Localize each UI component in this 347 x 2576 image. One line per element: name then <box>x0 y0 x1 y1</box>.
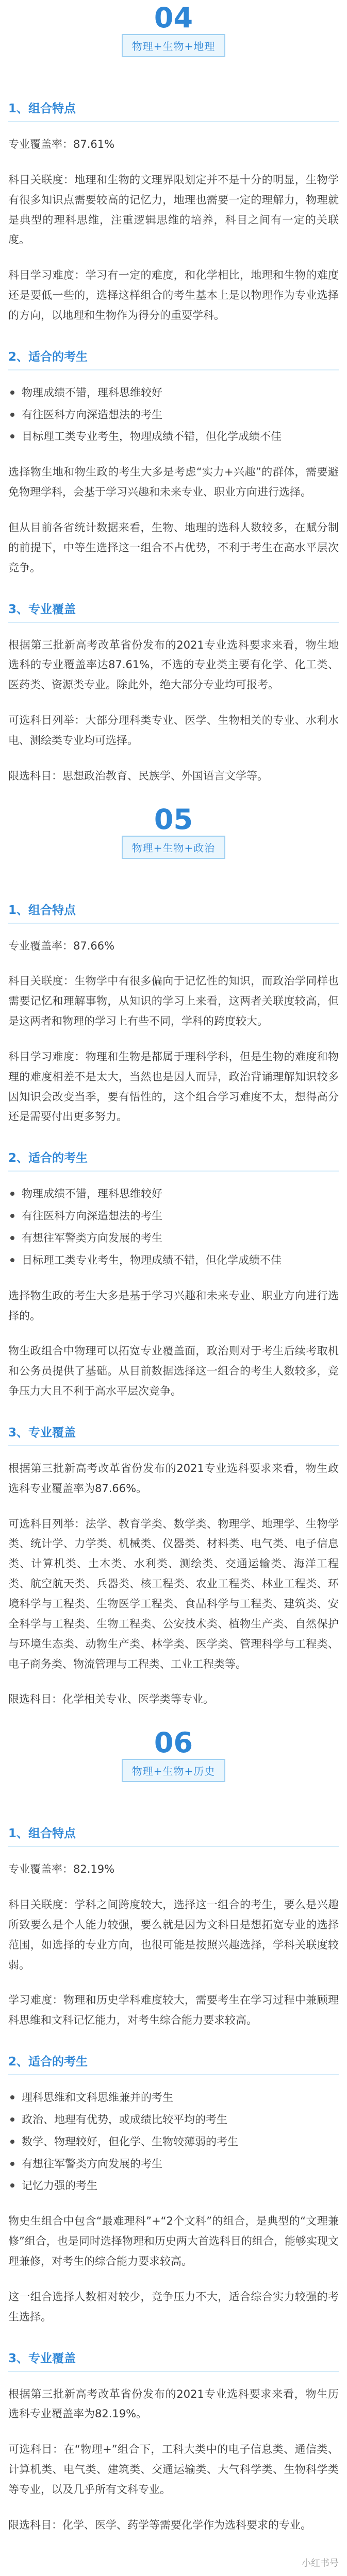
list-item: 理科思维和文科思维兼并的考生 <box>8 2088 339 2108</box>
bullet-icon <box>10 2117 14 2122</box>
optional-majors: 可选科目列举：大部分理科类专业、医学、生物相关的专业、水利水电、测绘类专业均可选择。 <box>8 714 339 747</box>
restricted-majors: 限选科目：化学、医学、药学等需要化学作为选科要求的专业。 <box>8 2518 311 2531</box>
learning-difficulty: 科目学习难度：学习有一定的难度，和化学相比，地理和生物的难度还是要低一些的，选择这样组合的考生基本上是以物理作为专业选择的方向，以地理和生物作为得分的重要学科。 <box>8 269 339 321</box>
bullet-icon <box>10 2183 14 2188</box>
combo-block-06 <box>0 1725 347 2535</box>
list-item: 有往医科方向深造想法的考生 <box>8 1206 339 1226</box>
restricted-majors: 限选科目：思想政治教育、民族学、外国语言文学等。 <box>8 769 268 782</box>
bullet-icon <box>10 1258 14 1262</box>
combo-header <box>0 0 347 77</box>
coverage-detail: 根据第三批新高考改革省份发布的2021专业选科要求来看，物生历选科专业覆盖率为82.19%。 <box>8 2387 339 2420</box>
list-item: 物理成绩不错，理科思维较好 <box>8 383 339 403</box>
bullet-icon <box>10 2140 14 2144</box>
list-item: 政治、地理有优势，或成绩比较平均的考生 <box>8 2110 339 2130</box>
coverage-rate: 专业覆盖率：87.61% <box>8 138 115 150</box>
section-title: 1、组合特点 <box>8 99 339 122</box>
list-item: 数学、物理较好，但化学、生物较薄弱的考生 <box>8 2132 339 2152</box>
student-analysis: 物史生组合中包含“最难理科”+“2个文科”的组合，是典型的“文理兼修”组合，也是同时选择物理和历史两大首选科目的组合，能够实现文理兼修，对考生的综合能力要求较高。 <box>8 2215 339 2267</box>
optional-majors: 可选科目：在“物理+”组合下，工科大类中的电子信息类、通信类、计算机类、电气类、建筑类、交通运输类、大气科学类、生物科学类等专业，以及几乎所有文科专业。 <box>8 2443 339 2496</box>
section-title: 2、适合的考生 <box>8 1148 339 1172</box>
suitable-students-list <box>8 2088 339 2196</box>
student-analysis: 这一组合选择人数相对较少，竞争压力不大，适合综合实力较强的考生选择。 <box>8 2290 339 2323</box>
combo-header <box>0 1725 347 1802</box>
student-analysis: 但从目前各省统计数据来看，生物、地理的选科人数较多，在赋分制的前提下，中等生选择这一组合不占优势，不利于考生在高水平层次竞争。 <box>8 521 339 574</box>
suitable-students-list <box>8 1184 339 1270</box>
suitable-students-list <box>8 383 339 447</box>
combo-number: 04 <box>154 2 193 34</box>
list-item: 目标理工类专业考生，物理成绩不错，但化学成绩不佳 <box>8 1250 339 1270</box>
section-title: 2、适合的考生 <box>8 347 339 370</box>
section-title: 3、专业覆盖 <box>8 2349 339 2372</box>
coverage-rate: 专业覆盖率：87.66% <box>8 939 115 952</box>
list-item: 物理成绩不错，理科思维较好 <box>8 1184 339 1204</box>
bullet-icon <box>10 2162 14 2166</box>
list-item: 记忆力强的考生 <box>8 2176 339 2196</box>
student-analysis: 物生政组合中物理可以拓宽专业覆盖面，政治则对于考生后续考取机和公务员提供了基础。从目前数据选择这一组合的考生人数较多，竞争压力大且不利于高水平层次竞争。 <box>8 1345 339 1398</box>
coverage-detail: 根据第三批新高考改革省份发布的2021专业选科要求来看，物生政选科专业覆盖率为87.66%。 <box>8 1462 339 1495</box>
combo-title: 物理+生物+历史 <box>122 1759 226 1782</box>
restricted-majors: 限选科目：化学相关专业、医学类等专业。 <box>8 1693 214 1706</box>
section-title: 3、专业覆盖 <box>8 1423 339 1446</box>
section-title: 1、组合特点 <box>8 1824 339 1847</box>
list-item: 目标理工类专业考生，物理成绩不错，但化学成绩不佳 <box>8 427 339 447</box>
bullet-icon <box>10 2095 14 2099</box>
bullet-icon <box>10 1236 14 1240</box>
combo-number: 05 <box>154 803 193 836</box>
coverage-rate: 专业覆盖率：82.19% <box>8 1863 115 1876</box>
combo-block-04 <box>0 0 347 786</box>
subject-relevance: 科目关联度：生物学中有很多偏向于记忆性的知识，而政治学同样也需要记忆和理解事物，从知识的学习上来看，这两者关联度较高，但是这两者和物理的学习上有些不同，学科的跨度较大。 <box>8 975 339 1028</box>
combo-number: 06 <box>154 1726 193 1759</box>
coverage-detail: 根据第三批新高考改革省份发布的2021专业选科要求来看，物生地选科的专业覆盖率达87.61%，不选的专业类主要有化学、化工类、医药类、资源类专业。除此外，绝大部分专业均可报考。 <box>8 638 339 691</box>
list-item: 有想往军警类方向发展的考生 <box>8 2154 339 2174</box>
list-item: 有想往军警类方向发展的考生 <box>8 1228 339 1248</box>
subject-relevance: 科目关联度：学科之间跨度较大，选择这一组合的考生，要么是兴趣所致要么是个人能力较强，要么就是因为文科目是想拓宽专业的选择范围，如选择的专业方向，也很可能是按照兴趣选择，学科关联度较弱。 <box>8 1899 339 1971</box>
combo-title: 物理+生物+地理 <box>122 34 226 57</box>
combo-title: 物理+生物+政治 <box>122 836 226 859</box>
bullet-icon <box>10 1192 14 1196</box>
watermark: 小红书号 <box>302 2557 339 2569</box>
section-title: 2、适合的考生 <box>8 2052 339 2075</box>
section-title: 1、组合特点 <box>8 901 339 924</box>
bullet-icon <box>10 391 14 395</box>
learning-difficulty: 学习难度：物理和历史学科难度较大，需要考生在学习过程中兼顾理科思维和文科记忆能力，对考生综合能力要求较高。 <box>8 1994 339 2027</box>
list-item: 有往医科方向深造想法的考生 <box>8 405 339 425</box>
combo-header <box>0 802 347 879</box>
student-analysis: 选择物生地和物生政的考生大多是考虑“实力+兴趣”的群体，需要避免物理学科，会基于学习兴趣和未来专业、职业方向进行选择。 <box>8 466 339 499</box>
subject-relevance: 科目关联度：地理和生物的文理界限划定并不是十分的明显，生物学有很多知识点需要较高的记忆力，地理也需要一定的理解力，物理就是典型的理科思维，注重逻辑思维的培养，科目之间有一定的关联度。 <box>8 173 339 246</box>
optional-majors: 可选科目列举：法学、教育学类、数学类、物理学、地理学、生物学类、统计学、力学类、机械类、仪器类、材料类、电气类、电子信息类、计算机类、土木类、水利类、测绘类、交通运输类、海洋工程类、航空航天类、兵器类、核工程类、农业工程类、林业工程类、环境科学与工程类、生物医学工程类、食品科学与工程类、建筑类、安全科学与工程类、生物工程类、公安技术类、植物生产类、自然保护与环境生态类、动物生产类、林学类、医学类、管理科学与工程类、电子商务类、物流管理与工程类、工业工程类等。 <box>8 1517 339 1670</box>
bullet-icon <box>10 413 14 417</box>
student-analysis: 选择物生政的考生大多是基于学习兴趣和未来专业、职业方向进行选择的。 <box>8 1289 339 1322</box>
bullet-icon <box>10 434 14 438</box>
combo-block-05 <box>0 802 347 1710</box>
section-title: 3、专业覆盖 <box>8 600 339 623</box>
bullet-icon <box>10 1214 14 1218</box>
learning-difficulty: 科目学习难度：物理和生物是都属于理科学科，但是生物的难度和物理的难度相差不是太大，当然也是因人而异，政治背诵理解知识较多因知识会改变当季，要有悟性的，这个组合学习难度不太，想得高分还是需要付出更多努力。 <box>8 1050 339 1123</box>
